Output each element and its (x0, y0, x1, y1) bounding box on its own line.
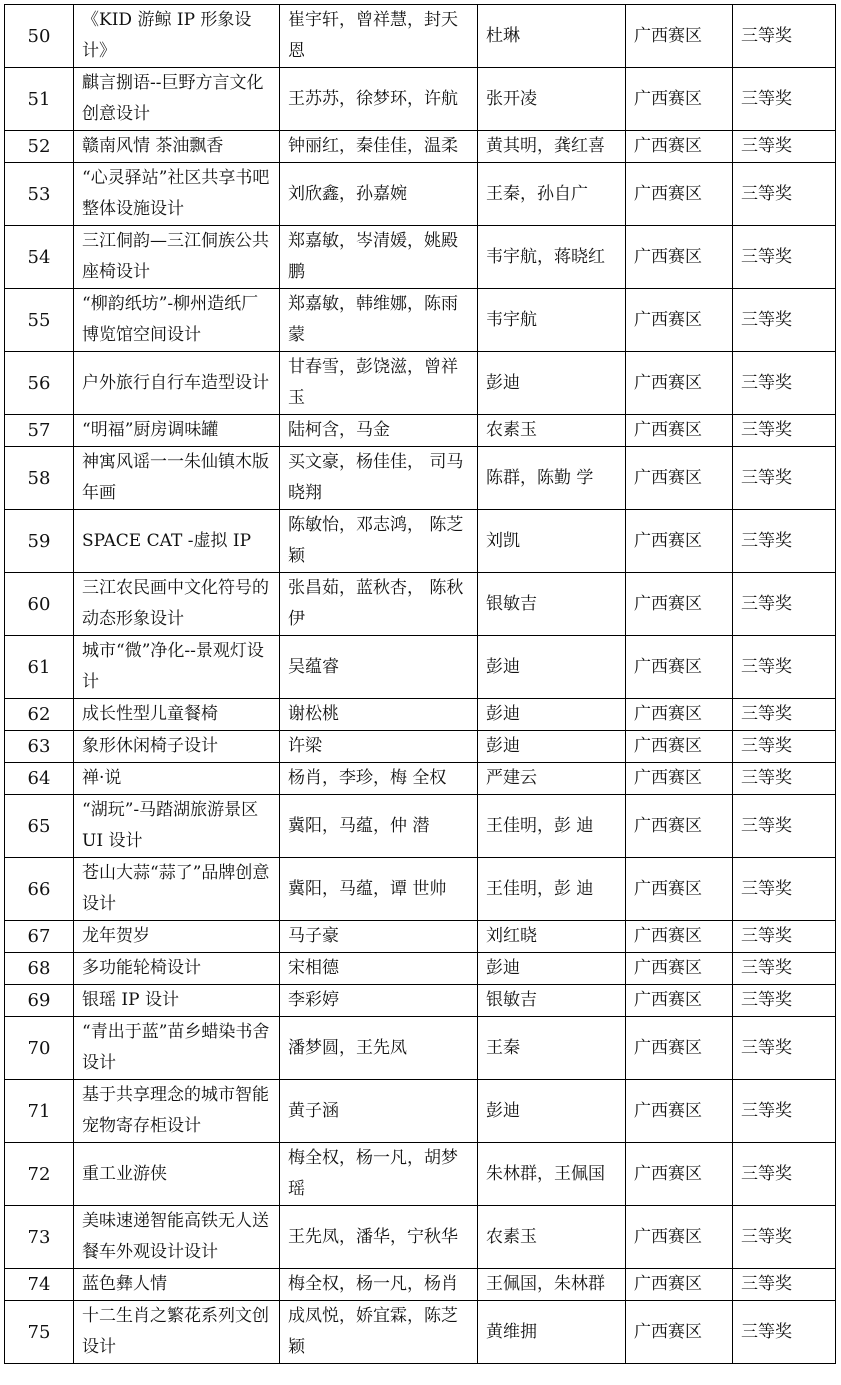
authors-cell: 杨肖，李珍，梅 全权 (280, 763, 478, 795)
advisor-cell: 王秦，孙自广 (478, 163, 626, 226)
award-level-cell: 三等奖 (733, 163, 836, 226)
award-level-cell: 三等奖 (733, 699, 836, 731)
authors-cell: 王先凤，潘华，宁秋华 (280, 1206, 478, 1269)
row-number-cell: 55 (5, 289, 74, 352)
advisor-cell: 刘凯 (478, 510, 626, 573)
award-level-cell: 三等奖 (733, 226, 836, 289)
competition-region-cell: 广西赛区 (626, 953, 733, 985)
award-level-cell: 三等奖 (733, 1269, 836, 1301)
authors-cell: 许梁 (280, 731, 478, 763)
authors-cell: 潘梦圆，王先凤 (280, 1017, 478, 1080)
advisor-cell: 银敏吉 (478, 573, 626, 636)
authors-cell: 马子豪 (280, 921, 478, 953)
advisor-cell: 刘红晓 (478, 921, 626, 953)
row-number-cell: 61 (5, 636, 74, 699)
award-level-cell: 三等奖 (733, 985, 836, 1017)
award-level-cell: 三等奖 (733, 415, 836, 447)
table-row (5, 573, 836, 636)
competition-region-cell: 广西赛区 (626, 226, 733, 289)
advisor-cell: 彭迪 (478, 352, 626, 415)
table-row (5, 699, 836, 731)
authors-cell: 谢松桃 (280, 699, 478, 731)
authors-cell: 宋相德 (280, 953, 478, 985)
table-row (5, 510, 836, 573)
competition-region-cell: 广西赛区 (626, 699, 733, 731)
award-level-cell: 三等奖 (733, 510, 836, 573)
project-title-cell: 龙年贺岁 (74, 921, 280, 953)
authors-cell: 梅全权，杨一凡，杨肖 (280, 1269, 478, 1301)
advisor-cell: 陈群，陈勤 学 (478, 447, 626, 510)
table-row (5, 163, 836, 226)
competition-region-cell: 广西赛区 (626, 636, 733, 699)
row-number-cell: 52 (5, 131, 74, 163)
project-title-cell: 三江农民画中文化符号的 动态形象设计 (74, 573, 280, 636)
table-row (5, 795, 836, 858)
row-number-cell: 58 (5, 447, 74, 510)
advisor-cell: 韦宇航，蒋晓红 (478, 226, 626, 289)
project-title-cell: 银瑶 IP 设计 (74, 985, 280, 1017)
competition-region-cell: 广西赛区 (626, 573, 733, 636)
authors-cell: 钟丽红，秦佳佳，温柔 (280, 131, 478, 163)
row-number-cell: 70 (5, 1017, 74, 1080)
row-number-cell: 60 (5, 573, 74, 636)
award-level-cell: 三等奖 (733, 131, 836, 163)
project-title-cell: “心灵驿站”社区共享书吧整体设施设计 (74, 163, 280, 226)
advisor-cell: 农素玉 (478, 1206, 626, 1269)
row-number-cell: 56 (5, 352, 74, 415)
competition-region-cell: 广西赛区 (626, 131, 733, 163)
project-title-cell: “明福”厨房调味罐 (74, 415, 280, 447)
competition-region-cell: 广西赛区 (626, 1143, 733, 1206)
project-title-cell: 蓝色彝人情 (74, 1269, 280, 1301)
project-title-cell: “柳韵纸坊”-柳州造纸厂博览馆空间设计 (74, 289, 280, 352)
advisor-cell: 黄维拥 (478, 1301, 626, 1364)
advisor-cell: 彭迪 (478, 699, 626, 731)
table-row (5, 226, 836, 289)
competition-region-cell: 广西赛区 (626, 763, 733, 795)
authors-cell: 王苏苏，徐梦环，许航 (280, 68, 478, 131)
authors-cell: 甘春雪，彭饶滋，曾祥玉 (280, 352, 478, 415)
competition-region-cell: 广西赛区 (626, 68, 733, 131)
award-level-cell: 三等奖 (733, 763, 836, 795)
advisor-cell: 朱林群，王佩国 (478, 1143, 626, 1206)
table-row (5, 352, 836, 415)
project-title-cell: SPACE CAT -虚拟 IP (74, 510, 280, 573)
row-number-cell: 62 (5, 699, 74, 731)
project-title-cell: 重工业游侠 (74, 1143, 280, 1206)
authors-cell: 崔宇轩，曾祥慧，封天恩 (280, 5, 478, 68)
table-row (5, 1301, 836, 1364)
row-number-cell: 50 (5, 5, 74, 68)
row-number-cell: 68 (5, 953, 74, 985)
advisor-cell: 严建云 (478, 763, 626, 795)
award-level-cell: 三等奖 (733, 573, 836, 636)
project-title-cell: 美味速递智能高铁无人送餐车外观设计设计 (74, 1206, 280, 1269)
advisor-cell: 韦宇航 (478, 289, 626, 352)
advisor-cell: 王佳明，彭 迪 (478, 858, 626, 921)
advisor-cell: 王佳明，彭 迪 (478, 795, 626, 858)
row-number-cell: 57 (5, 415, 74, 447)
table-row (5, 921, 836, 953)
award-level-cell: 三等奖 (733, 731, 836, 763)
table-row (5, 858, 836, 921)
award-level-cell: 三等奖 (733, 953, 836, 985)
competition-region-cell: 广西赛区 (626, 289, 733, 352)
project-title-cell: 苍山大蒜“蒜了”品牌创意 设计 (74, 858, 280, 921)
award-level-cell: 三等奖 (733, 447, 836, 510)
advisor-cell: 农素玉 (478, 415, 626, 447)
award-results-body (5, 5, 836, 1364)
competition-region-cell: 广西赛区 (626, 985, 733, 1017)
competition-region-cell: 广西赛区 (626, 1080, 733, 1143)
advisor-cell: 杜琳 (478, 5, 626, 68)
row-number-cell: 66 (5, 858, 74, 921)
award-level-cell: 三等奖 (733, 858, 836, 921)
project-title-cell: 象形休闲椅子设计 (74, 731, 280, 763)
table-row (5, 1269, 836, 1301)
award-level-cell: 三等奖 (733, 1206, 836, 1269)
award-level-cell: 三等奖 (733, 795, 836, 858)
award-level-cell: 三等奖 (733, 5, 836, 68)
competition-region-cell: 广西赛区 (626, 1017, 733, 1080)
table-row (5, 763, 836, 795)
project-title-cell: 禅·说 (74, 763, 280, 795)
row-number-cell: 51 (5, 68, 74, 131)
advisor-cell: 王佩国，朱林群 (478, 1269, 626, 1301)
award-level-cell: 三等奖 (733, 1143, 836, 1206)
table-row (5, 985, 836, 1017)
competition-region-cell: 广西赛区 (626, 1206, 733, 1269)
authors-cell: 成凤悦，娇宜霖，陈芝颖 (280, 1301, 478, 1364)
table-row (5, 731, 836, 763)
authors-cell: 李彩婷 (280, 985, 478, 1017)
competition-region-cell: 广西赛区 (626, 731, 733, 763)
authors-cell: 冀阳，马蕴，谭 世帅 (280, 858, 478, 921)
advisor-cell: 彭迪 (478, 636, 626, 699)
award-level-cell: 三等奖 (733, 68, 836, 131)
project-title-cell: 十二生肖之繁花系列文创设计 (74, 1301, 280, 1364)
award-level-cell: 三等奖 (733, 1301, 836, 1364)
authors-cell: 冀阳，马蕴，仲 潜 (280, 795, 478, 858)
project-title-cell: “湖玩”-马踏湖旅游景区 UI 设计 (74, 795, 280, 858)
project-title-cell: 户外旅行自行车造型设计 (74, 352, 280, 415)
table-row (5, 1017, 836, 1080)
competition-region-cell: 广西赛区 (626, 5, 733, 68)
competition-region-cell: 广西赛区 (626, 352, 733, 415)
competition-region-cell: 广西赛区 (626, 795, 733, 858)
advisor-cell: 彭迪 (478, 731, 626, 763)
authors-cell: 黄子涵 (280, 1080, 478, 1143)
award-level-cell: 三等奖 (733, 352, 836, 415)
table-row (5, 289, 836, 352)
authors-cell: 陈敏怡，邓志鸿， 陈芝颖 (280, 510, 478, 573)
authors-cell: 郑嘉敏，韩维娜，陈雨蒙 (280, 289, 478, 352)
table-row (5, 447, 836, 510)
advisor-cell: 彭迪 (478, 1080, 626, 1143)
row-number-cell: 74 (5, 1269, 74, 1301)
row-number-cell: 64 (5, 763, 74, 795)
award-level-cell: 三等奖 (733, 921, 836, 953)
advisor-cell: 彭迪 (478, 953, 626, 985)
project-title-cell: “青出于蓝”苗乡蜡染书舍设计 (74, 1017, 280, 1080)
award-level-cell: 三等奖 (733, 1080, 836, 1143)
project-title-cell: 城市“微”净化--景观灯设计 (74, 636, 280, 699)
authors-cell: 梅全权，杨一凡，胡梦瑶 (280, 1143, 478, 1206)
authors-cell: 郑嘉敏，岑清媛，姚殿鹏 (280, 226, 478, 289)
project-title-cell: 三江侗韵—三江侗族公共座椅设计 (74, 226, 280, 289)
row-number-cell: 63 (5, 731, 74, 763)
competition-region-cell: 广西赛区 (626, 1301, 733, 1364)
advisor-cell: 张开凌 (478, 68, 626, 131)
row-number-cell: 72 (5, 1143, 74, 1206)
row-number-cell: 69 (5, 985, 74, 1017)
row-number-cell: 59 (5, 510, 74, 573)
competition-region-cell: 广西赛区 (626, 447, 733, 510)
row-number-cell: 65 (5, 795, 74, 858)
authors-cell: 张昌茹，蓝秋杏， 陈秋伊 (280, 573, 478, 636)
row-number-cell: 75 (5, 1301, 74, 1364)
row-number-cell: 54 (5, 226, 74, 289)
project-title-cell: 赣南风情 茶油飘香 (74, 131, 280, 163)
competition-region-cell: 广西赛区 (626, 415, 733, 447)
authors-cell: 买文豪，杨佳佳， 司马晓翔 (280, 447, 478, 510)
table-row (5, 1206, 836, 1269)
table-row (5, 1143, 836, 1206)
award-level-cell: 三等奖 (733, 289, 836, 352)
competition-region-cell: 广西赛区 (626, 163, 733, 226)
competition-region-cell: 广西赛区 (626, 858, 733, 921)
award-level-cell: 三等奖 (733, 1017, 836, 1080)
row-number-cell: 73 (5, 1206, 74, 1269)
authors-cell: 陆柯含，马金 (280, 415, 478, 447)
table-row (5, 68, 836, 131)
row-number-cell: 53 (5, 163, 74, 226)
table-row (5, 5, 836, 68)
project-title-cell: 神寓风谣一一朱仙镇木版 年画 (74, 447, 280, 510)
authors-cell: 吴蕴睿 (280, 636, 478, 699)
table-row (5, 953, 836, 985)
project-title-cell: 成长性型儿童餐椅 (74, 699, 280, 731)
row-number-cell: 71 (5, 1080, 74, 1143)
authors-cell: 刘欣鑫，孙嘉婉 (280, 163, 478, 226)
advisor-cell: 银敏吉 (478, 985, 626, 1017)
award-results-table (4, 4, 836, 1364)
advisor-cell: 黄其明，龚红喜 (478, 131, 626, 163)
table-row (5, 415, 836, 447)
table-row (5, 131, 836, 163)
competition-region-cell: 广西赛区 (626, 921, 733, 953)
project-title-cell: 基于共享理念的城市智能宠物寄存柜设计 (74, 1080, 280, 1143)
table-row (5, 636, 836, 699)
competition-region-cell: 广西赛区 (626, 510, 733, 573)
award-level-cell: 三等奖 (733, 636, 836, 699)
project-title-cell: 麒言捌语--巨野方言文化创意设计 (74, 68, 280, 131)
project-title-cell: 《KID 游鲸 IP 形象设计》 (74, 5, 280, 68)
competition-region-cell: 广西赛区 (626, 1269, 733, 1301)
advisor-cell: 王秦 (478, 1017, 626, 1080)
project-title-cell: 多功能轮椅设计 (74, 953, 280, 985)
table-row (5, 1080, 836, 1143)
row-number-cell: 67 (5, 921, 74, 953)
